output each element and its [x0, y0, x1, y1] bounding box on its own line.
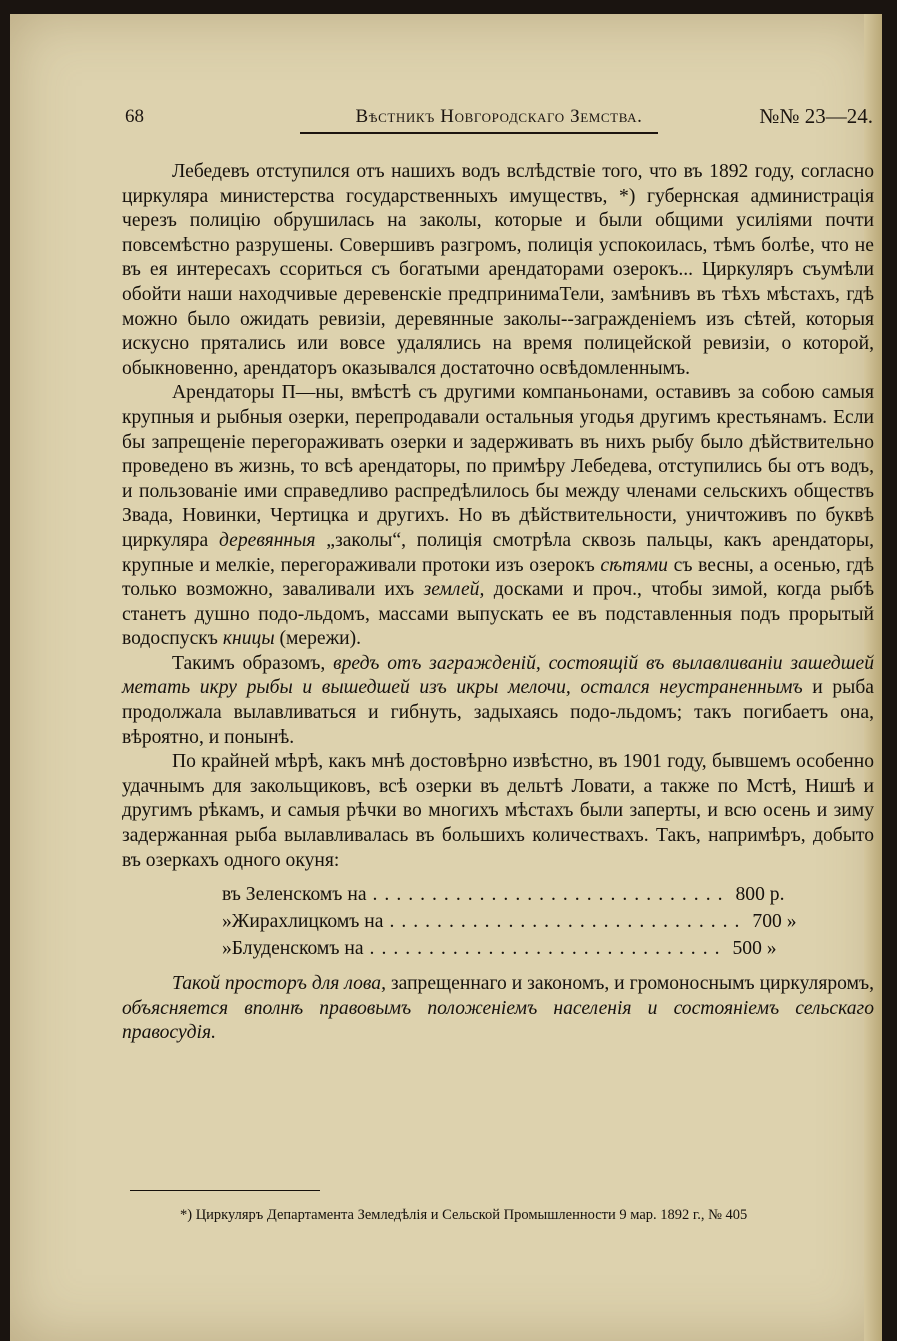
lake-name: Блуденскомъ на	[231, 938, 364, 960]
header-rule	[300, 132, 658, 134]
italic-run: Такой просторъ для лова,	[172, 973, 386, 995]
leader-dots: ..............................	[369, 938, 727, 960]
running-header	[125, 102, 873, 136]
text-run: Арендаторы П—ны, вмѣстѣ съ другими компаньонами, оставивъ за собою самыя крупныя и рыбныя озерки, перепродавали остальныя угодья другимъ крестьянамъ. Если бы запрещеніе перегораживать озерки и задерживать въ нихъ рыбу было дѣйствительно проведено въ жизнь, то всѣ арендаторы, по примѣру Лебедева, отступились бы отъ водъ, и пользованіе ими справедливо распредѣлилось бы между членами сельскихъ обществъ Звада, Новинки, Чертицка и другихъ. Но въ дѣйствительности, уничтоживъ по буквѣ циркуляра	[122, 382, 874, 551]
italic-run: землей,	[423, 579, 485, 601]
text-run: съ весны, а осенью, гдѣ только возможно, заваливали ихъ	[122, 554, 874, 601]
ditto-mark: »	[222, 911, 232, 933]
lake-name: въ Зеленскомъ на	[222, 884, 367, 906]
amount: 700 »	[752, 911, 797, 933]
italic-run: сѣтями	[600, 554, 668, 576]
text-run: Такимъ образомъ,	[172, 652, 334, 674]
paragraph-1: Лебедевъ отступился отъ нашихъ водъ вслѣдствіе того, что въ 1892 году, согласно циркуляра министерства государственныхъ имуществъ, *) губернская администрація черезъ полицію обрушилась на заколы, которые и были общими усиліями почти повсемѣстно разрушены. Совершивъ разгромъ, полиція успокоилась, тѣмъ болѣе, что не въ ея интересахъ ссориться съ богатыми арендаторами озерокъ... Циркуляръ съумѣли обойти наши находчивые деревенскіе предпринимаТели, замѣнивъ въ тѣхъ мѣстахъ, гдѣ можно было ожидать ревизіи, деревянные заколы--загражденіемъ изъ сѣтей, которыя искусно прятались или вовсе удалялись на время полицейской ревизіи, о которой, обыкновенно, арендаторъ оказывался достаточно освѣдомленнымъ.	[122, 161, 874, 379]
document-page	[10, 14, 882, 1341]
italic-run: деревянныя	[219, 529, 316, 551]
amount: 500 »	[732, 938, 777, 960]
journal-title: Вѣстникъ Новгородскаго Земства.	[355, 106, 643, 127]
paragraph-4: По крайней мѣрѣ, какъ мнѣ достовѣрно извѣстно, въ 1901 году, бывшемъ особенно удачнымъ для закольщиковъ, всѣ озерки въ дельтѣ Ловати, а также по Мстѣ, Нишѣ и другимъ рѣкамъ, и самыя рѣчки во многихъ мѣстахъ были заперты, и всю осень и зиму задержанная рыба вылавливалась въ большихъ количествахъ. Такъ, напримѣръ, добыто въ озеркахъ одного окуня:	[122, 751, 874, 871]
issue-number: №№ 23—24.	[759, 104, 873, 128]
paragraph-3	[122, 652, 874, 750]
ditto-mark: »	[222, 938, 232, 960]
leader-dots: ..............................	[372, 884, 730, 906]
text-run: досками и проч., чтобы зимой, когда рыбѣ станетъ душно подо-льдомъ, массами выпускать ее въ подставленныя подъ прорытый водоспускъ	[122, 579, 874, 650]
paragraph-5	[122, 972, 874, 1046]
list-item	[222, 883, 785, 910]
list-item	[222, 910, 797, 937]
italic-run: кницы	[222, 628, 275, 650]
article-body	[122, 160, 874, 1046]
italic-run: объясняется вполнѣ правовымъ положеніемъ населенія и состояніемъ сельскаго правосудія.	[122, 997, 874, 1044]
text-run: запрещеннаго и закономъ, и громоноснымъ циркуляромъ,	[385, 973, 874, 995]
leader-dots: ..............................	[389, 911, 747, 933]
page-number: 68	[125, 106, 144, 127]
italic-run: вредъ отъ загражденій, состоящій въ вылавливаніи зашедшей метать икру рыбы и вышедшей изъ икры мелочи, остался неустраненнымъ	[122, 652, 874, 699]
text-run: „заколы“, полиція смотрѣла сквозь пальцы, какъ арендаторы, крупные и мелкіе, перегораживали протоки изъ озерокъ	[122, 529, 874, 576]
footnote-rule	[130, 1190, 320, 1191]
lake-name: Жирахлицкомъ на	[231, 911, 384, 933]
text-run: (мережи).	[274, 628, 362, 650]
paragraph-2	[122, 381, 874, 652]
amount: 800 р.	[735, 884, 785, 906]
footnote: *) Циркуляръ Департамента Земледѣлія и Сельской Промышленности 9 мар. 1892 г., № 405	[180, 1207, 748, 1223]
list-item	[222, 937, 777, 964]
catch-list	[222, 883, 797, 964]
text-run: и рыба продолжала вылавливаться и гибнуть, задыхаясь подо-льдомъ; такъ погибаетъ она, вѣроятно, и понынѣ.	[122, 677, 874, 748]
